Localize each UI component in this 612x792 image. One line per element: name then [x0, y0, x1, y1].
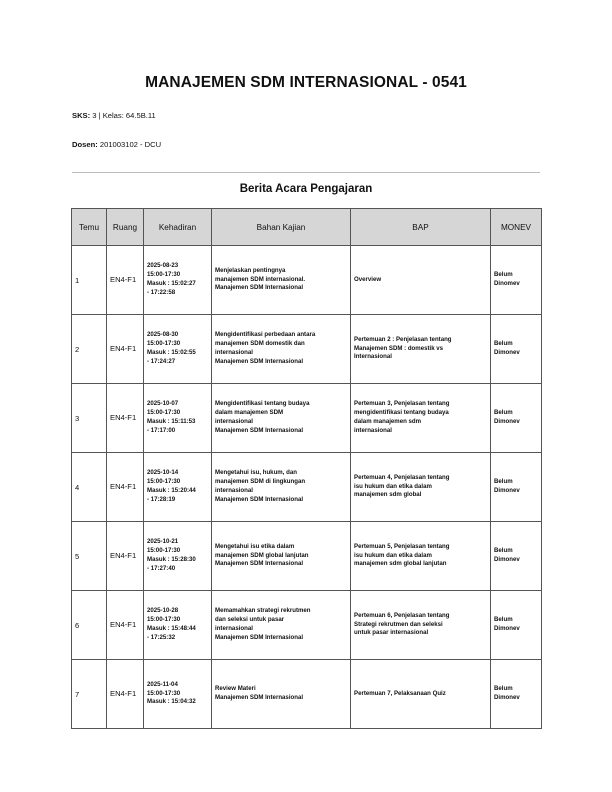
- monev-cell: [491, 246, 542, 315]
- monev-line: Dimonev: [494, 556, 520, 563]
- kehadiran-cell: [144, 453, 212, 522]
- bap-cell: [351, 660, 491, 729]
- lecturer-info: [72, 140, 161, 149]
- table-row: [72, 591, 542, 660]
- bap-line: manajemen sdm global lanjutan: [354, 560, 447, 568]
- ruang-cell: EN4-F1: [107, 246, 144, 315]
- kehadiran-cell: [144, 315, 212, 384]
- bahan-kajian-line: manajemen SDM internasional.: [215, 275, 306, 283]
- monev-cell: [491, 315, 542, 384]
- table-row: [72, 660, 542, 729]
- bap-cell: [351, 453, 491, 522]
- monev-line: Dimonev: [494, 487, 520, 494]
- kehadiran-cell: [144, 246, 212, 315]
- course-info: [72, 111, 156, 120]
- monev-line: Dimonev: [494, 625, 520, 632]
- kehadiran-line: - 17:28:19: [147, 495, 176, 503]
- bahan-kajian-line: internasional: [215, 487, 253, 494]
- kehadiran-line: Masuk : 15:02:55: [147, 349, 196, 356]
- ruang-cell: EN4-F1: [107, 660, 144, 729]
- monev-line: Belum: [494, 271, 513, 279]
- monev-cell: [491, 591, 542, 660]
- bap-line: Internasional: [354, 353, 392, 361]
- bap-line: Pertemuan 3, Penjelasan tentang: [354, 400, 450, 408]
- bap-line: Pertemuan 4, Penjelasan tentang: [354, 473, 450, 481]
- kehadiran-line: 2025-10-21: [147, 538, 179, 546]
- monev-line: Dimonev: [494, 349, 520, 356]
- ruang-cell: EN4-F1: [107, 453, 144, 522]
- kehadiran-line: 15:00-17:30: [147, 271, 181, 279]
- kehadiran-line: Masuk : 15:11:53: [147, 418, 196, 425]
- kehadiran-cell: [144, 384, 212, 453]
- bap-line: Overview: [354, 275, 382, 283]
- bap-cell: [351, 591, 491, 660]
- bahan-kajian-line: internasional: [215, 349, 253, 356]
- bahan-kajian-cell: [212, 453, 351, 522]
- header-monev: MONEV: [491, 209, 542, 246]
- ruang-cell: EN4-F1: [107, 591, 144, 660]
- bahan-kajian-line: Memamahkan strategi rekrutmen: [215, 607, 311, 615]
- bahan-kajian-line: Manajemen SDM Internasional: [215, 694, 304, 701]
- dosen-label: Dosen:: [72, 140, 98, 149]
- header-bap: BAP: [351, 209, 491, 246]
- bap-line: isu hukum dan etika dalam: [354, 551, 432, 559]
- bap-line: Pertemuan 5, Penjelasan tentang: [354, 542, 450, 550]
- kehadiran-line: 2025-11-04: [147, 680, 178, 688]
- temu-cell: 3: [72, 384, 107, 453]
- bahan-kajian-line: internasional: [215, 418, 253, 425]
- kehadiran-line: - 17:17:00: [147, 426, 176, 434]
- sks-label: SKS:: [72, 111, 91, 120]
- table-header-row: [72, 209, 542, 246]
- bahan-kajian-cell: [212, 384, 351, 453]
- bahan-kajian-line: Manajemen SDM Internasional: [215, 357, 304, 365]
- header-ruang: Ruang: [107, 209, 144, 246]
- kehadiran-line: Masuk : 15:04:32: [147, 698, 196, 706]
- monev-line: Belum: [494, 685, 513, 693]
- bap-line: manajemen sdm global: [354, 491, 422, 499]
- bahan-kajian-line: Mengidentifikasi tentang budaya: [215, 400, 310, 408]
- section-title: Berita Acara Pengajaran: [239, 183, 373, 195]
- bap-line: Pertemuan 7, Pelaksanaan Quiz: [354, 689, 446, 697]
- kehadiran-line: Masuk : 15:02:27: [147, 280, 196, 287]
- ruang-cell: EN4-F1: [107, 384, 144, 453]
- bahan-kajian-line: Manajemen SDM Internasional: [215, 426, 304, 434]
- kehadiran-line: 2025-08-30: [147, 331, 179, 339]
- header-bahan-kajian: Bahan Kajian: [212, 209, 351, 246]
- bahan-kajian-line: Manajemen SDM Internasional: [215, 560, 304, 568]
- kehadiran-line: 2025-10-28: [147, 607, 179, 615]
- monev-line: Dimonev: [494, 418, 520, 425]
- bahan-kajian-line: manajemen SDM di lingkungan: [215, 478, 306, 486]
- kehadiran-line: Masuk : 15:20:44: [147, 487, 196, 494]
- monev-line: Belum: [494, 547, 513, 555]
- monev-line: Dimonev: [494, 694, 520, 701]
- bahan-kajian-line: Mengetahui isu etika dalam: [215, 542, 295, 550]
- monev-cell: [491, 453, 542, 522]
- bahan-kajian-line: Manajemen SDM Internasional: [215, 633, 304, 641]
- ruang-cell: EN4-F1: [107, 315, 144, 384]
- temu-cell: 1: [72, 246, 107, 315]
- bahan-kajian-line: internasional: [215, 625, 253, 632]
- kehadiran-cell: [144, 591, 212, 660]
- monev-cell: [491, 660, 542, 729]
- bahan-kajian-line: manajemen SDM global lanjutan: [215, 551, 309, 559]
- bahan-kajian-line: Manajemen SDM Internasional: [215, 284, 304, 292]
- monev-line: Belum: [494, 616, 513, 624]
- monev-line: Belum: [494, 340, 513, 348]
- bap-line: Pertemuan 6, Penjelasan tentang: [354, 611, 450, 619]
- bap-line: mengidentifikasi tentang budaya: [354, 409, 449, 417]
- kehadiran-line: 15:00-17:30: [147, 409, 181, 417]
- bap-line: Strategi rekrutmen dan seleksi: [354, 620, 443, 628]
- bap-table: [71, 208, 542, 729]
- kehadiran-cell: [144, 660, 212, 729]
- bahan-kajian-line: manajemen SDM domestik dan: [215, 340, 305, 348]
- bahan-kajian-line: Review Materi: [215, 685, 256, 693]
- kehadiran-line: 15:00-17:30: [147, 478, 181, 486]
- document-title: MANAJEMEN SDM INTERNASIONAL - 0541: [145, 74, 467, 91]
- kehadiran-line: 2025-08-23: [147, 262, 179, 270]
- table-row: [72, 384, 542, 453]
- kehadiran-line: - 17:25:32: [147, 633, 176, 641]
- monev-line: Dinomev: [494, 280, 520, 287]
- divider: [72, 172, 540, 173]
- table-row: [72, 522, 542, 591]
- kehadiran-line: - 17:24:27: [147, 357, 176, 365]
- bap-line: untuk pasar internasional: [354, 629, 429, 637]
- monev-cell: [491, 522, 542, 591]
- bahan-kajian-line: Mengidentifikasi perbedaan antara: [215, 331, 316, 339]
- bahan-kajian-line: Mengetahui isu, hukum, dan: [215, 469, 297, 477]
- kehadiran-line: 15:00-17:30: [147, 340, 181, 348]
- temu-cell: 4: [72, 453, 107, 522]
- table-row: [72, 453, 542, 522]
- temu-cell: 5: [72, 522, 107, 591]
- monev-line: Belum: [494, 409, 513, 417]
- bahan-kajian-line: Menjelaskan pentingnya: [215, 266, 286, 274]
- table-row: [72, 315, 542, 384]
- temu-cell: 7: [72, 660, 107, 729]
- kehadiran-line: Masuk : 15:28:30: [147, 556, 196, 563]
- kehadiran-line: 15:00-17:30: [147, 616, 181, 624]
- bahan-kajian-cell: [212, 522, 351, 591]
- bap-cell: [351, 246, 491, 315]
- bahan-kajian-cell: [212, 591, 351, 660]
- kehadiran-line: 2025-10-07: [147, 400, 179, 408]
- bahan-kajian-cell: [212, 660, 351, 729]
- table-row: [72, 246, 542, 315]
- bap-line: Pertemuan 2 : Penjelasan tentang: [354, 335, 452, 343]
- kehadiran-line: - 17:27:40: [147, 564, 176, 572]
- kehadiran-line: - 17:22:58: [147, 288, 176, 296]
- bahan-kajian-line: Manajemen SDM Internasional: [215, 495, 304, 503]
- bap-cell: [351, 522, 491, 591]
- kehadiran-line: 15:00-17:30: [147, 689, 181, 697]
- bahan-kajian-cell: [212, 246, 351, 315]
- monev-line: Belum: [494, 478, 513, 486]
- bahan-kajian-cell: [212, 315, 351, 384]
- header-temu: Temu: [72, 209, 107, 246]
- kehadiran-line: Masuk : 15:48:44: [147, 625, 196, 632]
- kehadiran-line: 2025-10-14: [147, 469, 179, 477]
- bap-cell: [351, 384, 491, 453]
- bap-line: internasional: [354, 426, 392, 434]
- temu-cell: 2: [72, 315, 107, 384]
- header-kehadiran: Kehadiran: [144, 209, 212, 246]
- bap-line: isu hukum dan etika dalam: [354, 482, 432, 490]
- bap-line: Manajemen SDM : domestik vs: [354, 344, 444, 352]
- monev-cell: [491, 384, 542, 453]
- dosen-value: 201003102 - DCU: [99, 140, 162, 149]
- temu-cell: 6: [72, 591, 107, 660]
- bahan-kajian-line: dalam manajemen SDM: [215, 409, 284, 417]
- kehadiran-cell: [144, 522, 212, 591]
- bap-line: dalam manajemen sdm: [354, 418, 422, 425]
- bahan-kajian-line: dan seleksi untuk pasar: [215, 616, 285, 624]
- kehadiran-line: 15:00-17:30: [147, 547, 181, 555]
- sks-class-value: 3 | Kelas: 64.5B.11: [92, 111, 156, 120]
- bap-cell: [351, 315, 491, 384]
- ruang-cell: EN4-F1: [107, 522, 144, 591]
